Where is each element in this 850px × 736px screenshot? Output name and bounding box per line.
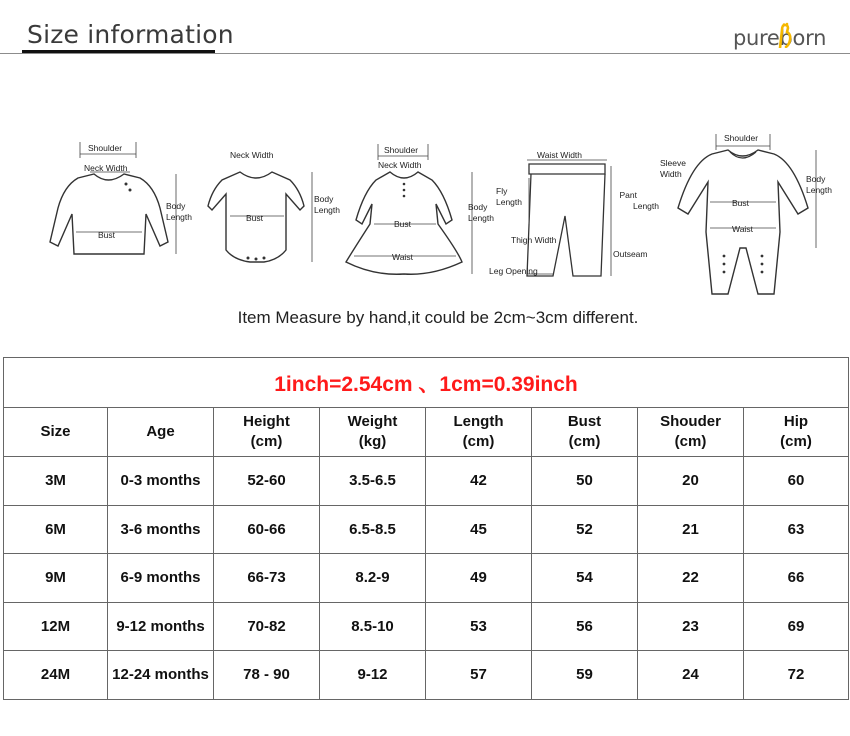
table-cell: 21 bbox=[638, 505, 744, 554]
header-row bbox=[4, 408, 849, 457]
table-body bbox=[4, 457, 849, 700]
table-cell: 45 bbox=[426, 505, 532, 554]
label-neck-width: Neck Width bbox=[230, 150, 274, 160]
svg-text:Width: Width bbox=[660, 169, 682, 179]
header bbox=[0, 0, 850, 58]
label-pant-length: Pant bbox=[619, 190, 637, 200]
label-waist-width: Waist Width bbox=[537, 150, 583, 160]
diagram-dress bbox=[328, 128, 503, 278]
table-cell: 24M bbox=[4, 651, 108, 700]
table-cell: 60-66 bbox=[214, 505, 320, 554]
column-header-label: Shouder bbox=[660, 413, 721, 430]
table-cell: 52 bbox=[532, 505, 638, 554]
column-header-unit: (cm) bbox=[462, 433, 495, 450]
column-header-label: Weight bbox=[347, 413, 398, 430]
svg-text:Length: Length bbox=[496, 197, 522, 207]
diagram-pants bbox=[487, 128, 662, 283]
table-row bbox=[4, 651, 849, 700]
column-header-label: Hip bbox=[783, 413, 809, 430]
table-cell: 78 - 90 bbox=[214, 651, 320, 700]
table-cell: 49 bbox=[426, 554, 532, 603]
conversion-cell bbox=[4, 358, 849, 408]
table-cell: 9M bbox=[4, 554, 108, 603]
column-header bbox=[426, 408, 532, 457]
table-cell: 8.2-9 bbox=[320, 554, 426, 603]
table-cell: 6M bbox=[4, 505, 108, 554]
column-header bbox=[744, 408, 849, 457]
svg-text:Length: Length bbox=[633, 201, 659, 211]
label-sleeve-width: Sleeve bbox=[660, 158, 686, 168]
table-row bbox=[4, 505, 849, 554]
table-cell: 3M bbox=[4, 457, 108, 506]
measurement-diagrams bbox=[0, 128, 850, 298]
table-cell: 9-12 months bbox=[108, 602, 214, 651]
table-cell: 69 bbox=[744, 602, 849, 651]
table-cell: 23 bbox=[638, 602, 744, 651]
column-header-unit: (cm) bbox=[250, 433, 283, 450]
table-row bbox=[4, 554, 849, 603]
column-header-unit: (kg) bbox=[358, 433, 387, 450]
label-neck-width: Neck Width bbox=[378, 160, 422, 170]
table-cell: 56 bbox=[532, 602, 638, 651]
conversion-row bbox=[4, 358, 849, 408]
column-header-unit: (cm) bbox=[780, 433, 812, 450]
svg-text:Length: Length bbox=[468, 213, 494, 223]
column-header bbox=[638, 408, 744, 457]
column-header bbox=[532, 408, 638, 457]
label-fly-length: Fly bbox=[496, 186, 508, 196]
table-cell: 63 bbox=[744, 505, 849, 554]
label-bust: Bust bbox=[732, 198, 750, 208]
label-bust: Bust bbox=[394, 219, 412, 229]
label-neck-width: Neck Width bbox=[84, 163, 128, 173]
table-cell: 57 bbox=[426, 651, 532, 700]
table-cell: 70-82 bbox=[214, 602, 320, 651]
table-cell: 66-73 bbox=[214, 554, 320, 603]
column-header-unit: (cm) bbox=[674, 433, 707, 450]
table-cell: 72 bbox=[744, 651, 849, 700]
label-shoulder: Shoulder bbox=[724, 133, 759, 143]
table-cell: 3-6 months bbox=[108, 505, 214, 554]
column-header-label: Size bbox=[40, 423, 71, 440]
svg-text:Length: Length bbox=[314, 205, 340, 215]
label-body-length: Body bbox=[468, 202, 488, 212]
table-cell: 12-24 months bbox=[108, 651, 214, 700]
column-header-label: Length bbox=[453, 413, 504, 430]
table-cell: 42 bbox=[426, 457, 532, 506]
label-thigh-width: Thigh Width bbox=[511, 235, 557, 245]
column-header-unit: (cm) bbox=[568, 433, 601, 450]
label-shoulder: Shoulder bbox=[88, 143, 123, 153]
label-waist: Waist bbox=[392, 252, 413, 262]
unit-conversion: 1inch=2.54cm 、1cm=0.39inch bbox=[274, 372, 578, 396]
table-cell: 24 bbox=[638, 651, 744, 700]
table-row bbox=[4, 457, 849, 506]
table-cell: 9-12 bbox=[320, 651, 426, 700]
table-cell: 59 bbox=[532, 651, 638, 700]
table-cell: 66 bbox=[744, 554, 849, 603]
column-header bbox=[108, 408, 214, 457]
column-header-label: Bust bbox=[567, 413, 602, 430]
table-cell: 52-60 bbox=[214, 457, 320, 506]
label-body-length: Body bbox=[166, 201, 186, 211]
label-waist: Waist bbox=[732, 224, 753, 234]
diagram-romper bbox=[658, 128, 838, 298]
table-cell: 12M bbox=[4, 602, 108, 651]
page-title: Size information bbox=[27, 20, 234, 49]
svg-text:Length: Length bbox=[806, 185, 832, 195]
column-header bbox=[4, 408, 108, 457]
column-header-label: Age bbox=[146, 423, 175, 440]
table-cell: 20 bbox=[638, 457, 744, 506]
brand-logo: pureborn bbox=[733, 26, 827, 50]
label-bust: Bust bbox=[246, 213, 264, 223]
svg-text:Length: Length bbox=[166, 212, 192, 222]
table-row bbox=[4, 602, 849, 651]
label-shoulder: Shoulder bbox=[384, 145, 419, 155]
label-bust: Bust bbox=[98, 230, 116, 240]
label-body-length: Body bbox=[314, 194, 334, 204]
column-header bbox=[214, 408, 320, 457]
table-cell: 0-3 months bbox=[108, 457, 214, 506]
label-leg-opening: Leg Opening bbox=[489, 266, 538, 276]
header-divider bbox=[0, 53, 850, 54]
label-outseam: Outseam bbox=[613, 249, 648, 259]
table-cell: 3.5-6.5 bbox=[320, 457, 426, 506]
size-chart-table bbox=[3, 357, 849, 700]
label-body-length: Body bbox=[806, 174, 826, 184]
table-cell: 53 bbox=[426, 602, 532, 651]
table-cell: 50 bbox=[532, 457, 638, 506]
column-header-label: Height bbox=[243, 413, 290, 430]
table-cell: 54 bbox=[532, 554, 638, 603]
giraffe-logo-icon bbox=[775, 22, 795, 48]
diagram-bodysuit bbox=[190, 128, 350, 278]
column-header bbox=[320, 408, 426, 457]
table-cell: 22 bbox=[638, 554, 744, 603]
table-cell: 8.5-10 bbox=[320, 602, 426, 651]
diagram-long-sleeve-top bbox=[36, 128, 206, 278]
measurement-note: Item Measure by hand,it could be 2cm~3cm different. bbox=[237, 308, 639, 327]
table-cell: 6-9 months bbox=[108, 554, 214, 603]
table-cell: 6.5-8.5 bbox=[320, 505, 426, 554]
table-cell: 60 bbox=[744, 457, 849, 506]
